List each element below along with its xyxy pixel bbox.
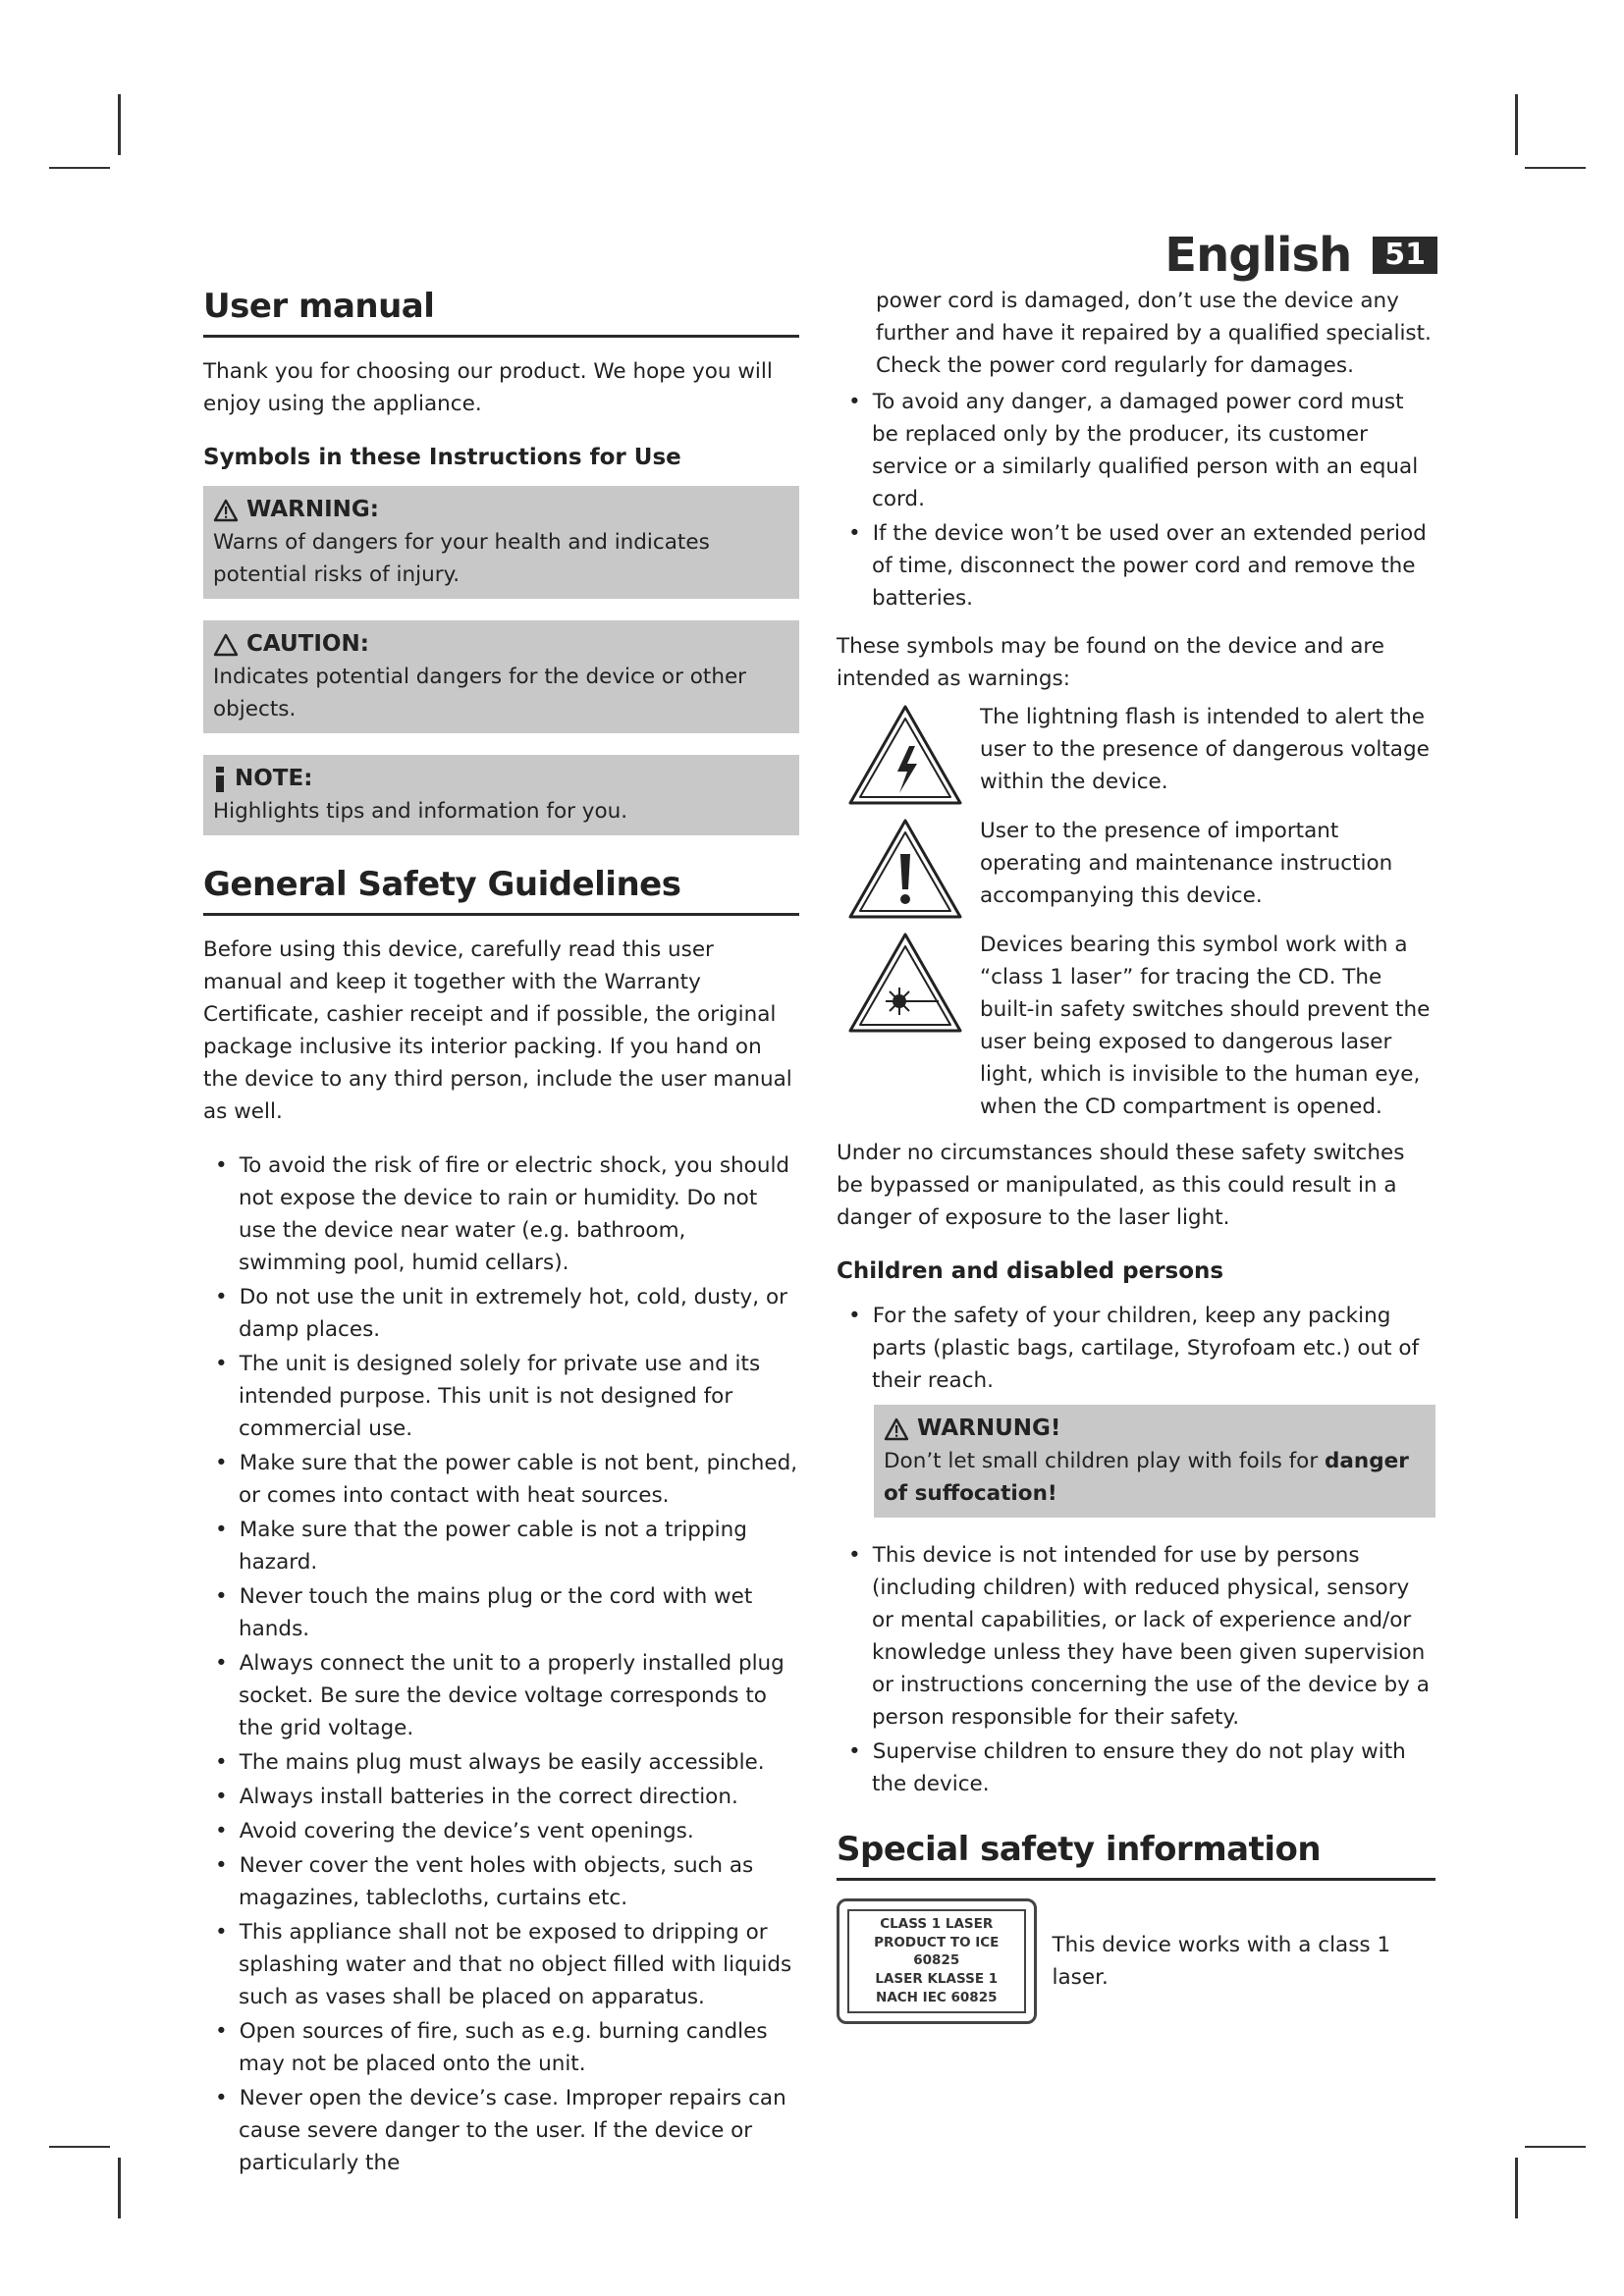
language-label: English bbox=[1164, 228, 1352, 283]
warning-box bbox=[203, 486, 799, 599]
list-item: • This device is not intended for use by persons (including children) with reduced physical, sensory or mental capabilities, or lack of experience and/or knowledge unless they have been given supervision or instructions concerning the use of the device by a person responsible for their safety. bbox=[837, 1539, 1435, 1734]
list-item: • To avoid the risk of fire or electric shock, you should not expose the device to rain or humidity. Do not use the device near water (e.g. bathroom, swimming pool, humid cellars). bbox=[203, 1149, 799, 1279]
laser-warning-icon bbox=[844, 929, 966, 1037]
list-item: • The unit is designed solely for private use and its intended purpose. This unit is not designed for commercial use. bbox=[203, 1348, 799, 1445]
list-item: • This appliance shall not be exposed to dripping or splashing water and that no object filled with liquids such as vases shall be placed on apparatus. bbox=[203, 1916, 799, 2013]
continued-text: power cord is damaged, don’t use the device any further and have it repaired by a qualified specialist. Check the power cord regularly for damages. bbox=[876, 289, 1432, 378]
symbols-heading: Symbols in these Instructions for Use bbox=[203, 445, 681, 470]
safety-bullet-list bbox=[203, 1149, 799, 2179]
children-bullet-list-2 bbox=[837, 1539, 1435, 1800]
safety-title: General Safety Guidelines bbox=[203, 869, 799, 916]
warning-text: Warns of dangers for your health and indicates potential risks of injury. bbox=[213, 530, 710, 587]
page-number: 51 bbox=[1373, 237, 1437, 274]
user-manual-title: User manual bbox=[203, 291, 799, 338]
list-item: • To avoid any danger, a damaged power cord must be replaced only by the producer, its customer service or a similarly qualified person with an equal cord. bbox=[837, 386, 1435, 515]
list-item: • Open sources of fire, such as e.g. burning candles may not be placed onto the unit. bbox=[203, 2015, 799, 2080]
bypass-text: Under no circumstances should these safety switches be bypassed or manipulated, as this could result in a danger of exposure to the laser light. bbox=[837, 1141, 1405, 1230]
list-item: • For the safety of your children, keep any packing parts (plastic bags, cartilage, Styrofoam etc.) out of their reach. bbox=[837, 1300, 1435, 1397]
left-column bbox=[203, 287, 799, 2199]
info-icon bbox=[213, 767, 227, 792]
list-item: • If the device won’t be used over an extended period of time, disconnect the power cord and remove the batteries. bbox=[837, 517, 1435, 614]
caution-title: CAUTION: bbox=[246, 631, 369, 657]
note-text: Highlights tips and information for you. bbox=[213, 799, 628, 824]
note-box bbox=[203, 755, 799, 835]
warning-title: WARNING: bbox=[246, 497, 379, 522]
safety-intro: Before using this device, carefully read this user manual and keep it together with the Warranty Certificate, cashier receipt and if possible, the original package inclusive its interior packing. If you hand on the device to any third person, include the user manual as well. bbox=[203, 937, 792, 1124]
list-item: • Make sure that the power cable is not bent, pinched, or comes into contact with heat sources. bbox=[203, 1447, 799, 1512]
symbol-lightning-row bbox=[837, 701, 1435, 809]
laser-label-line: CLASS 1 LASER bbox=[880, 1916, 994, 1932]
warning-triangle-icon bbox=[213, 499, 239, 522]
special-title: Special safety information bbox=[837, 1834, 1435, 1881]
symbol-laser-row bbox=[837, 929, 1435, 1123]
symbol-lightning-text: The lightning flash is intended to alert the user to the presence of dangerous voltage within the device. bbox=[980, 705, 1430, 794]
caution-text: Indicates potential dangers for the device or other objects. bbox=[213, 665, 747, 721]
warnung-box bbox=[874, 1405, 1435, 1518]
symbol-laser-text: Devices bearing this symbol work with a “class 1 laser” for tracing the CD. The built-in safety switches should prevent the user being exposed to dangerous laser light, which is invisible to the human eye, when the CD compartment is opened. bbox=[980, 933, 1431, 1119]
caution-triangle-icon bbox=[213, 633, 239, 657]
warning-triangle-icon bbox=[884, 1417, 909, 1441]
cord-bullet-list bbox=[837, 386, 1435, 614]
warnung-bold-text: danger of suffocation! bbox=[884, 1449, 1409, 1506]
list-item: • Make sure that the power cable is not a tripping hazard. bbox=[203, 1514, 799, 1578]
children-bullet-list-1 bbox=[837, 1300, 1435, 1397]
symbol-exclaim-row bbox=[837, 815, 1435, 923]
children-heading: Children and disabled persons bbox=[837, 1258, 1224, 1284]
laser-class-label bbox=[837, 1898, 1037, 2024]
list-item: • Never touch the mains plug or the cord with wet hands. bbox=[203, 1580, 799, 1645]
laser-label-line: PRODUCT TO ICE 60825 bbox=[874, 1935, 1000, 1968]
crop-mark bbox=[1515, 2158, 1518, 2218]
caution-box bbox=[203, 620, 799, 733]
list-item: • The mains plug must always be easily accessible. bbox=[203, 1746, 799, 1779]
lightning-warning-icon bbox=[844, 701, 966, 809]
list-item: • Always connect the unit to a properly installed plug socket. Be sure the device voltage corresponds to the grid voltage. bbox=[203, 1647, 799, 1744]
crop-mark bbox=[1525, 167, 1586, 169]
crop-mark bbox=[1525, 2146, 1586, 2148]
crop-mark bbox=[1515, 94, 1518, 155]
list-item: • Always install batteries in the correct direction. bbox=[203, 1781, 799, 1813]
list-item: • Supervise children to ensure they do not play with the device. bbox=[837, 1735, 1435, 1800]
warnung-title: WARNUNG! bbox=[917, 1415, 1061, 1441]
crop-mark bbox=[49, 2146, 110, 2148]
laser-text: This device works with a class 1 laser. bbox=[1052, 1933, 1391, 1990]
list-item: • Avoid covering the device’s vent openings. bbox=[203, 1815, 799, 1847]
laser-label-line: NACH IEC 60825 bbox=[876, 1990, 998, 2005]
laser-info-row bbox=[837, 1898, 1435, 2024]
symbol-exclaim-text: User to the presence of important operating and maintenance instruction accompanying this device. bbox=[980, 819, 1393, 908]
intro-text: Thank you for choosing our product. We hope you will enjoy using the appliance. bbox=[203, 359, 773, 416]
list-item: • Never open the device’s case. Improper repairs can cause severe danger to the user. If the device or particularly the bbox=[203, 2082, 799, 2179]
laser-label-line: LASER KLASSE 1 bbox=[875, 1971, 999, 1987]
list-item: • Do not use the unit in extremely hot, cold, dusty, or damp places. bbox=[203, 1281, 799, 1346]
list-item: • Never cover the vent holes with objects, such as magazines, tablecloths, curtains etc. bbox=[203, 1849, 799, 1914]
crop-mark bbox=[118, 2158, 121, 2218]
page-header bbox=[1164, 228, 1437, 283]
crop-mark bbox=[49, 167, 110, 169]
note-title: NOTE: bbox=[235, 766, 313, 791]
symbols-intro: These symbols may be found on the device and are intended as warnings: bbox=[837, 634, 1385, 691]
exclamation-warning-icon bbox=[844, 815, 966, 923]
crop-mark bbox=[118, 94, 121, 155]
right-column bbox=[837, 285, 1435, 2024]
warnung-text: Don’t let small children play with foils for bbox=[884, 1449, 1326, 1473]
